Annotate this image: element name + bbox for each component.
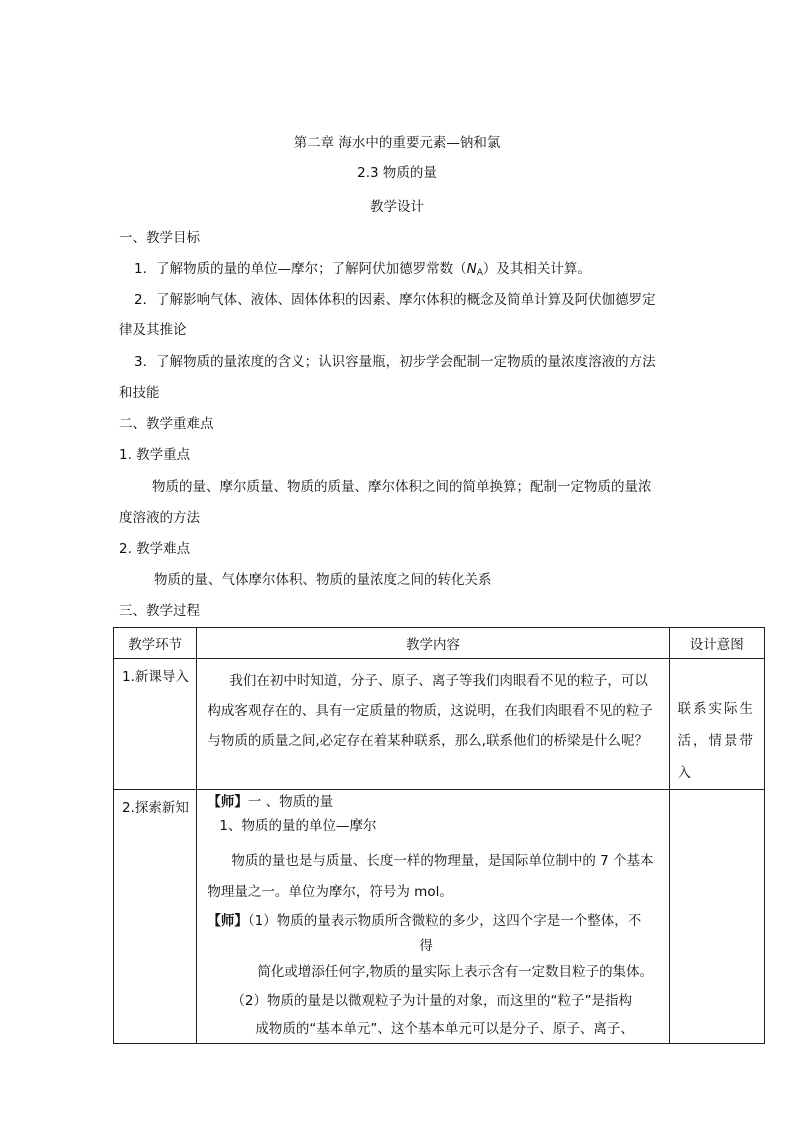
teacher-line-1 [207,791,664,813]
stage-label: 1.新课导入 [122,669,189,685]
column-header-stage: 教学环节 [114,628,197,659]
focus-text-line-1: 物质的量、摩尔质量、物质的质量、摩尔体积之间的简单换算；配制一定物质的量浓 [152,479,652,495]
teacher-tag: 【师】 [207,913,248,929]
note-1-line-3: 简化或增添任何字,物质的量实际上表示含有一定数目粒子的集体。 [257,964,654,980]
note-1-line-1-text: （1）物质的量表示物质所含微粒的多少，这四个字是一个整体，不 [247,913,642,929]
intro-line-1: 我们在初中时知道，分子、原子、离子等我们肉眼看不见的粒子，可以 [229,673,648,689]
intent-cell [669,790,764,1044]
intent-text: 联系实际生活，情景带入 [677,701,756,781]
teacher-line-1-text: 一 、物质的量 [247,794,334,810]
note-1-line-1 [207,907,664,935]
goal-item-1-text-b: ）及其相关计算。 [482,261,591,277]
goal-item-2-line-2: 律及其推论 [119,322,187,338]
goal-item-2-line-1: 2．了解影响气体、液体、固体体积的因素、摩尔体积的概念及简单计算及阿伏伽德罗定 [134,292,656,308]
note-1-line-2: 得 [419,938,433,954]
table-row [114,790,765,1044]
keypoints-heading: 二、教学重难点 [119,416,214,432]
doc-type-title: 教学设计 [370,199,424,215]
note-2-line-2: 成物质的“基本单元”、这个基本单元可以是分子、原子、离子、 [255,1021,634,1037]
difficulty-label: 2. 教学难点 [119,541,191,557]
goal-item-1 [134,259,591,283]
goals-heading: 一、教学目标 [119,230,200,246]
process-heading: 三、教学过程 [119,603,200,619]
table-row [114,659,765,790]
focus-label: 1. 教学重点 [119,447,191,463]
table-header-row [114,628,765,659]
content-cell [197,659,669,790]
definition-line-1: 物质的量也是与质量、长度一样的物理量，是国际单位制中的 7 个基本 [231,853,654,869]
teaching-process-table [113,627,765,1044]
intro-line-3: 与物质的质量之间,必定存在着某种联系，那么,联系他们的桥梁是什么呢？ [207,733,648,749]
difficulty-text: 物质的量、气体摩尔体积、物质的量浓度之间的转化关系 [154,572,492,588]
avogadro-symbol: N [466,261,477,277]
column-header-content: 教学内容 [197,628,669,659]
chapter-title: 第二章 海水中的重要元素—钠和氯 [293,135,501,151]
note-2-line-1: （2）物质的量是以微观粒子为计量的对象，而这里的“粒子”是指构 [231,993,632,1009]
intro-line-2: 构成客观存在的、具有一定质量的物质，这说明，在我们肉眼看不见的粒子 [207,703,653,719]
focus-text-line-2: 度溶液的方法 [119,510,200,526]
stage-label: 2.探索新知 [122,800,189,816]
section-title: 2.3 物质的量 [357,165,437,181]
stage-cell [114,790,197,1044]
stage-cell [114,659,197,790]
teacher-tag: 【师】 [207,794,248,810]
unit-subheading: 1、物质的量的单位—摩尔 [219,818,377,834]
goal-item-1-text-a: 1．了解物质的量的单位—摩尔；了解阿伏加德罗常数（ [134,261,467,277]
content-cell [197,790,669,1044]
definition-line-2: 物理量之一。单位为摩尔，符号为 mol。 [207,884,453,900]
goal-item-3-line-1: 3．了解物质的量浓度的含义；认识容量瓶，初步学会配制一定物质的量浓度溶液的方法 [134,354,656,370]
column-header-intent: 设计意图 [669,628,764,659]
goal-item-3-line-2: 和技能 [119,385,160,401]
avogadro-subscript: A [476,268,483,278]
intent-cell [669,659,764,790]
